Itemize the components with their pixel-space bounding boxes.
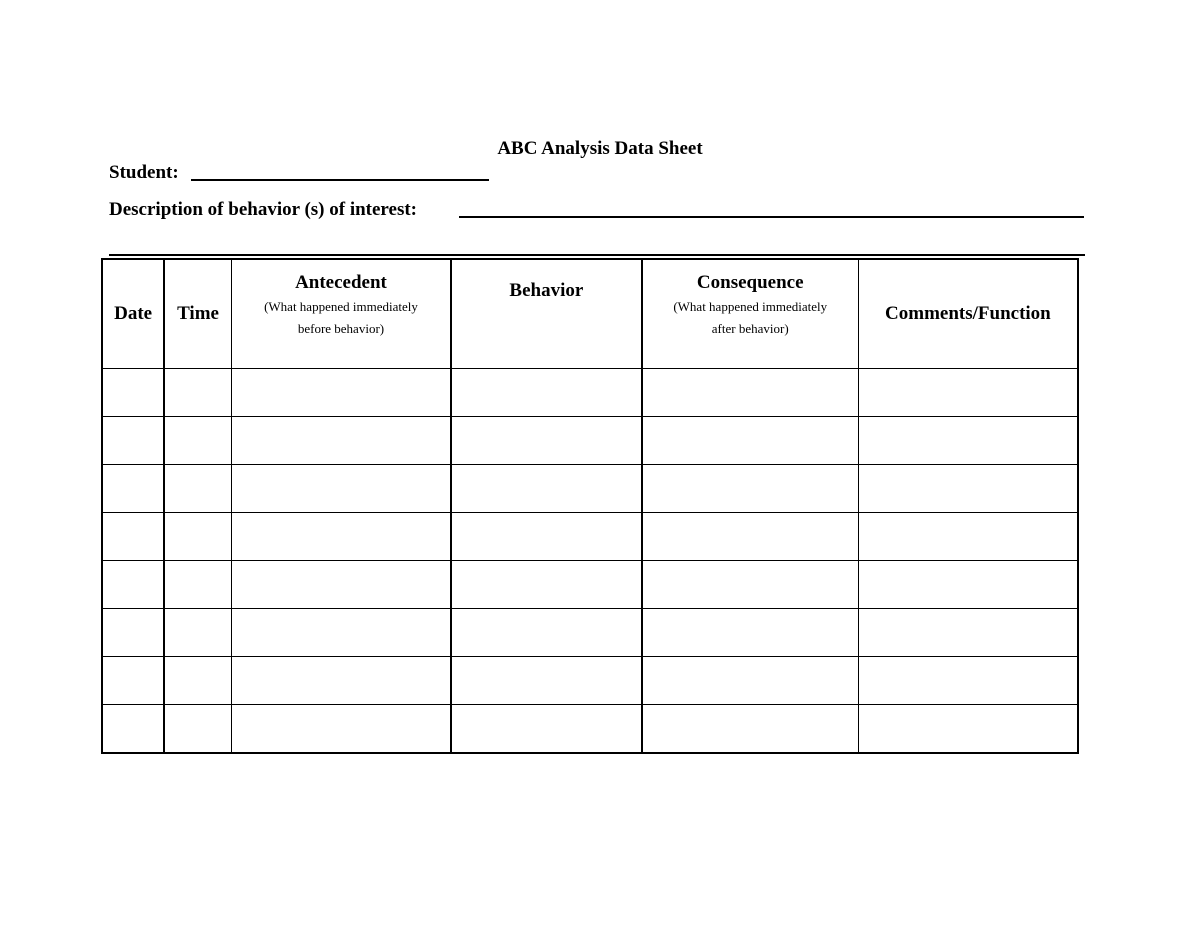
- comments-cell[interactable]: [858, 705, 1078, 754]
- time-cell[interactable]: [164, 657, 231, 705]
- antecedent-cell[interactable]: [231, 705, 451, 754]
- date-cell[interactable]: [102, 609, 164, 657]
- comments-cell[interactable]: [858, 609, 1078, 657]
- consequence-cell[interactable]: [642, 513, 859, 561]
- consequence-cell[interactable]: [642, 657, 859, 705]
- consequence-cell[interactable]: [642, 609, 859, 657]
- comments-cell[interactable]: [858, 417, 1078, 465]
- antecedent-title: Antecedent: [295, 272, 387, 293]
- column-header-antecedent: [231, 259, 451, 369]
- behavior-cell[interactable]: [451, 561, 642, 609]
- table-row: [102, 369, 1078, 417]
- date-cell[interactable]: [102, 417, 164, 465]
- consequence-note-line-1: (What happened immediately: [673, 299, 828, 314]
- comments-cell[interactable]: [858, 657, 1078, 705]
- antecedent-cell[interactable]: [231, 561, 451, 609]
- column-header-date: Date: [102, 259, 164, 369]
- behavior-cell[interactable]: [451, 369, 642, 417]
- consequence-note-line-2: after behavior): [711, 321, 789, 336]
- time-cell[interactable]: [164, 513, 231, 561]
- table-row: [102, 609, 1078, 657]
- table-row: [102, 417, 1078, 465]
- consequence-cell[interactable]: [642, 561, 859, 609]
- table-row: [102, 465, 1078, 513]
- behavior-cell[interactable]: [451, 609, 642, 657]
- behavior-cell[interactable]: [451, 705, 642, 754]
- antecedent-note-line-1: (What happened immediately: [264, 299, 418, 314]
- consequence-cell[interactable]: [642, 465, 859, 513]
- behavior-description-line-2[interactable]: [109, 254, 1085, 256]
- behavior-cell[interactable]: [451, 417, 642, 465]
- date-cell[interactable]: [102, 513, 164, 561]
- consequence-cell[interactable]: [642, 705, 859, 754]
- column-header-consequence: [642, 259, 859, 369]
- behavior-cell[interactable]: [451, 465, 642, 513]
- antecedent-cell[interactable]: [231, 513, 451, 561]
- table-row: [102, 657, 1078, 705]
- column-header-comments-function: Comments/Function: [858, 259, 1078, 369]
- table-row: [102, 561, 1078, 609]
- consequence-cell[interactable]: [642, 417, 859, 465]
- column-header-time: Time: [164, 259, 231, 369]
- table-row: [102, 705, 1078, 754]
- date-cell[interactable]: [102, 657, 164, 705]
- abc-data-table: [101, 258, 1079, 754]
- date-cell[interactable]: [102, 369, 164, 417]
- behavior-cell[interactable]: [451, 657, 642, 705]
- date-cell[interactable]: [102, 465, 164, 513]
- comments-cell[interactable]: [858, 369, 1078, 417]
- time-cell[interactable]: [164, 609, 231, 657]
- comments-cell[interactable]: [858, 561, 1078, 609]
- consequence-title: Consequence: [696, 272, 804, 293]
- student-name-line[interactable]: [191, 179, 489, 181]
- student-label: Student:: [109, 162, 179, 183]
- antecedent-cell[interactable]: [231, 369, 451, 417]
- table-row: [102, 513, 1078, 561]
- time-cell[interactable]: [164, 561, 231, 609]
- date-cell[interactable]: [102, 561, 164, 609]
- time-cell[interactable]: [164, 705, 231, 754]
- column-header-behavior: Behavior: [451, 259, 642, 369]
- behavior-description-label: Description of behavior (s) of interest:: [109, 199, 417, 220]
- date-cell[interactable]: [102, 705, 164, 754]
- consequence-cell[interactable]: [642, 369, 859, 417]
- time-cell[interactable]: [164, 465, 231, 513]
- time-cell[interactable]: [164, 369, 231, 417]
- antecedent-cell[interactable]: [231, 417, 451, 465]
- antecedent-cell[interactable]: [231, 465, 451, 513]
- comments-cell[interactable]: [858, 465, 1078, 513]
- antecedent-note-line-2: before behavior): [297, 321, 385, 336]
- behavior-cell[interactable]: [451, 513, 642, 561]
- behavior-description-line[interactable]: [459, 216, 1084, 218]
- time-cell[interactable]: [164, 417, 231, 465]
- antecedent-cell[interactable]: [231, 609, 451, 657]
- table-header-row: [102, 259, 1078, 369]
- comments-cell[interactable]: [858, 513, 1078, 561]
- page-title: ABC Analysis Data Sheet: [497, 138, 703, 159]
- antecedent-cell[interactable]: [231, 657, 451, 705]
